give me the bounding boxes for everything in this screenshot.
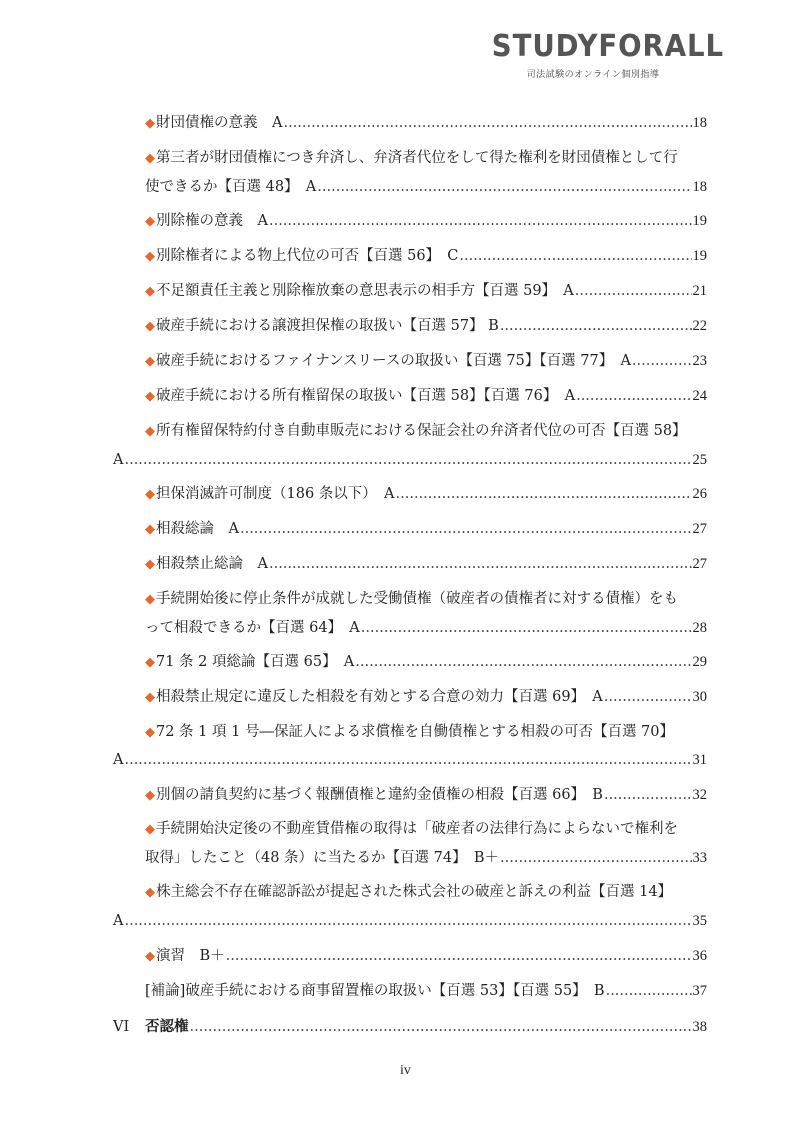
toc-page-number: 30 [692, 689, 707, 705]
toc-page-number: 28 [692, 620, 707, 636]
dot-leader [575, 277, 692, 306]
toc-entry-title: A [113, 752, 124, 768]
toc-entry-continuation[interactable] [113, 746, 707, 775]
toc-entry[interactable] [145, 312, 707, 341]
toc-page-number: 21 [692, 283, 707, 299]
toc-entry[interactable] [145, 878, 707, 907]
toc-page-number: 33 [692, 850, 707, 866]
toc-page-number: 37 [692, 983, 707, 999]
toc-page-number: 19 [692, 213, 707, 229]
page-footer-number: iv [400, 1063, 411, 1078]
dot-leader [355, 648, 691, 677]
toc-entry[interactable] [145, 417, 707, 446]
toc-entry[interactable] [145, 648, 707, 677]
diamond-bullet-icon: ◆ [145, 389, 155, 404]
dot-leader [226, 942, 692, 971]
toc-entry[interactable] [145, 942, 707, 971]
toc-entry[interactable] [145, 382, 707, 411]
dot-leader [317, 173, 691, 202]
toc-entry-title: 使できるか【百選 48】 A [145, 179, 317, 195]
toc-page-number: 27 [692, 556, 707, 572]
toc-entry[interactable] [145, 347, 707, 376]
toc-page-number: 27 [692, 521, 707, 537]
dot-leader [124, 446, 691, 475]
toc-entry-title-line1: 第三者が財団債権につき弁済し、弁済者代位をして得た権利を財団債権として行 [156, 150, 678, 166]
toc-entry[interactable] [145, 144, 707, 202]
diamond-bullet-icon: ◆ [145, 655, 155, 670]
toc-entry-title: 相殺禁止総論 A [156, 556, 268, 572]
toc-page-number: 24 [692, 388, 707, 404]
toc-entry-title: 相殺総論 A [156, 521, 239, 537]
dot-leader [604, 781, 692, 810]
section-number: VI [113, 1019, 130, 1035]
dot-leader [361, 614, 692, 643]
dot-leader [604, 683, 692, 712]
toc-entry[interactable] [145, 515, 707, 544]
toc-entry-title-line1: 所有権留保特約付き自動車販売における保証会社の弁済者代位の可否【百選 58】 [156, 423, 687, 439]
dot-leader [606, 977, 692, 1006]
dot-leader [269, 550, 692, 579]
diamond-bullet-icon: ◆ [145, 214, 155, 229]
toc-entry-title: 破産手続における所有権留保の取扱い【百選 58】【百選 76】 A [156, 388, 576, 404]
dot-leader [240, 515, 692, 544]
toc-page-number: 26 [692, 486, 707, 502]
toc-entry-title: 別除権の意義 A [156, 213, 268, 229]
toc-entry-title: [補論]破産手続における商事留置権の取扱い【百選 53】【百選 55】 B [145, 983, 605, 999]
diamond-bullet-icon: ◆ [145, 284, 155, 299]
toc-page-number: 18 [692, 179, 707, 195]
toc-entry-title: 破産手続におけるファイナンスリースの取扱い【百選 75】【百選 77】 A [156, 353, 631, 369]
diamond-bullet-icon: ◆ [145, 822, 155, 837]
toc-entry-title: 相殺禁止規定に違反した相殺を有効とする合意の効力【百選 69】 A [156, 689, 603, 705]
toc-entry[interactable] [145, 683, 707, 712]
dot-leader [632, 347, 692, 376]
toc-entry[interactable] [145, 977, 707, 1006]
diamond-bullet-icon: ◆ [145, 885, 155, 900]
toc-entry-title-line1: 株主総会不存在確認訴訟が提起された株式会社の破産と訴えの利益【百選 14】 [156, 884, 673, 900]
toc-page-number: 19 [692, 248, 707, 264]
toc-entry-title: 別除権者による物上代位の可否【百選 56】 C [156, 248, 459, 264]
diamond-bullet-icon: ◆ [145, 592, 155, 607]
logo-tagline: 司法試験のオンライン個別指導 [526, 70, 660, 80]
toc-entry-title-line1: 72 条 1 項 1 号―保証人による求償権を自働債権とする相殺の可否【百選 70】 [156, 724, 675, 740]
toc-entry[interactable] [145, 585, 707, 643]
toc-page-number: 31 [692, 752, 707, 768]
toc-section-heading[interactable] [113, 1012, 707, 1042]
toc-page-number: 35 [692, 913, 707, 929]
toc-entry-title: A [113, 913, 124, 929]
diamond-bullet-icon: ◆ [145, 690, 155, 705]
toc-page-number: 32 [692, 787, 707, 803]
dot-leader [459, 242, 691, 271]
toc-entry[interactable] [145, 781, 707, 810]
diamond-bullet-icon: ◆ [145, 354, 155, 369]
toc-page-number: 22 [692, 318, 707, 334]
dot-leader [396, 480, 692, 509]
toc-entry-title: 71 条 2 項総論【百選 65】 A [156, 654, 355, 670]
toc-entry-title-line1: 手続開始決定後の不動産賃借権の取得は「破産者の法律行為によらないで権利を [156, 821, 678, 837]
dot-leader [124, 746, 691, 775]
toc-entry[interactable] [145, 718, 707, 747]
toc-page-number: 36 [692, 948, 707, 964]
dot-leader [576, 382, 691, 411]
toc-entry-continuation[interactable] [113, 907, 707, 936]
diamond-bullet-icon: ◆ [145, 249, 155, 264]
toc-entry[interactable] [145, 550, 707, 579]
diamond-bullet-icon: ◆ [145, 424, 155, 439]
toc-entry-title: 財団債権の意義 A [156, 115, 283, 131]
toc-page-number: 23 [692, 353, 707, 369]
toc-entry-continuation[interactable] [113, 446, 707, 475]
toc-entry[interactable] [145, 242, 707, 271]
toc-page-number: 25 [692, 452, 707, 468]
studyforall-logo [483, 29, 725, 80]
toc-entry-title: A [113, 452, 124, 468]
toc-page-number: 18 [692, 115, 707, 131]
toc-entry-title: 演習 B＋ [156, 948, 225, 964]
toc-entry-title: 不足額責任主義と別除権放棄の意思表示の相手方【百選 59】 A [156, 283, 574, 299]
dot-leader [500, 844, 691, 873]
toc-entry-title: 取得」したこと（48 条）に当たるか【百選 74】 B＋ [145, 850, 500, 866]
toc-entry[interactable] [145, 109, 707, 138]
toc-entry-title-line1: 手続開始後に停止条件が成就した受働債権（破産者の債権者に対する債権）をも [156, 591, 678, 607]
toc-entry[interactable] [145, 815, 707, 873]
dot-leader [124, 907, 691, 936]
diamond-bullet-icon: ◆ [145, 487, 155, 502]
toc-entry[interactable] [145, 277, 707, 306]
toc-page-number: 38 [692, 1019, 707, 1035]
toc-entry-title: って相殺できるか【百選 64】 A [145, 620, 360, 636]
logo-wordmark: STUDYFORALL [491, 29, 725, 64]
toc-entry-title: 破産手続における譲渡担保権の取扱い【百選 57】 B [156, 318, 499, 334]
dot-leader [269, 207, 692, 236]
toc-entry-title: 担保消滅許可制度（186 条以下） A [156, 486, 395, 502]
section-title: 否認権 [145, 1018, 189, 1035]
diamond-bullet-icon: ◆ [145, 319, 155, 334]
diamond-bullet-icon: ◆ [145, 151, 155, 166]
toc-entry[interactable] [145, 480, 707, 509]
toc-entry[interactable] [145, 207, 707, 236]
dot-leader [190, 1013, 692, 1042]
diamond-bullet-icon: ◆ [145, 116, 155, 131]
toc-entry-title: 別個の請負契約に基づく報酬債権と違約金債権の相殺【百選 66】 B [156, 787, 603, 803]
diamond-bullet-icon: ◆ [145, 949, 155, 964]
dot-leader [283, 109, 691, 138]
toc-page-number: 29 [692, 654, 707, 670]
diamond-bullet-icon: ◆ [145, 725, 155, 740]
dot-leader [500, 312, 692, 341]
diamond-bullet-icon: ◆ [145, 557, 155, 572]
diamond-bullet-icon: ◆ [145, 788, 155, 803]
diamond-bullet-icon: ◆ [145, 522, 155, 537]
